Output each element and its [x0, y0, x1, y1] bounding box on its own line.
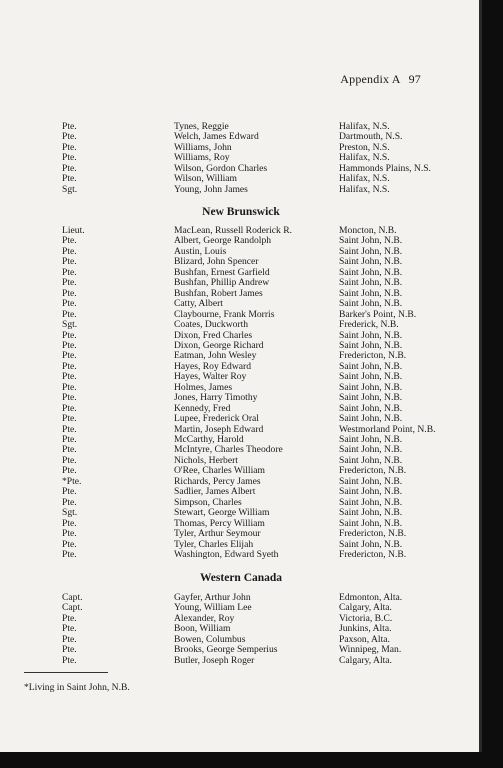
name-cell: Martin, Joseph Edward [174, 423, 264, 435]
rank-cell: Sgt. [62, 507, 78, 519]
rank-cell: Pte. [62, 434, 77, 445]
rank-cell: Pte. [62, 371, 77, 383]
rank-cell: Pte. [62, 173, 77, 185]
name-cell: Albert, George Randolph [174, 235, 272, 247]
name-cell: Claybourne, Frank Morris [174, 308, 275, 320]
page-number: 97 [408, 72, 421, 86]
rank-cell: Pte. [62, 612, 77, 624]
name-cell: Bushfan, Robert James [174, 287, 263, 299]
rank-cell: Pte. [62, 654, 77, 666]
hometown-cell: Saint John, N.B. [339, 392, 403, 404]
name-cell: Young, William Lee [174, 602, 252, 614]
list-item [0, 550, 482, 561]
hometown-cell: Halifax, N.S. [339, 152, 390, 164]
rank-cell: Pte. [62, 308, 77, 320]
hometown-cell: Calgary, Alta. [339, 602, 392, 614]
name-cell: Wilson, Gordon Charles [174, 162, 268, 174]
rank-cell: Pte. [62, 277, 77, 289]
rank-cell: Pte. [62, 121, 77, 132]
hometown-cell: Halifax, N.S. [339, 121, 390, 132]
list-item [0, 656, 482, 667]
name-cell: Wilson, William [174, 173, 238, 185]
name-cell: Coates, Duckworth [174, 319, 249, 331]
rank-cell: Pte. [62, 548, 77, 560]
hometown-cell: Saint John, N.B. [339, 496, 403, 508]
hometown-cell: Fredericton, N.B. [339, 548, 407, 560]
rank-cell: Pte. [62, 162, 77, 174]
name-cell: Jones, Harry Timothy [174, 392, 258, 404]
hometown-cell: Saint John, N.B. [339, 538, 403, 550]
hometown-cell: Saint John, N.B. [339, 256, 403, 268]
hometown-cell: Saint John, N.B. [339, 245, 403, 257]
appendix-label: Appendix A [340, 72, 401, 86]
hometown-cell: Saint John, N.B. [339, 402, 403, 414]
hometown-cell: Saint John, N.B. [339, 360, 403, 372]
hometown-cell: Fredericton, N.B. [339, 465, 407, 477]
hometown-cell: Saint John, N.B. [339, 475, 403, 487]
rank-cell: Pte. [62, 644, 77, 656]
section-heading: New Brunswick [202, 206, 280, 218]
hometown-cell: Saint John, N.B. [339, 381, 403, 393]
hometown-cell: Saint John, N.B. [339, 266, 403, 278]
name-cell: Tynes, Reggie [174, 121, 229, 132]
name-cell: Richards, Percy James [174, 475, 261, 487]
rank-cell: Pte. [62, 152, 77, 164]
hometown-cell: Victoria, B.C. [339, 612, 393, 624]
name-cell: McCarthy, Harold [174, 434, 244, 445]
hometown-cell: Dartmouth, N.S. [339, 131, 403, 143]
name-cell: Hayes, Walter Roy [174, 371, 247, 383]
name-cell: Butler, Joseph Roger [174, 654, 255, 666]
hometown-cell: Saint John, N.B. [339, 517, 403, 529]
rank-cell: Capt. [62, 602, 83, 614]
name-cell: Bowen, Columbus [174, 633, 246, 645]
name-cell: Nichols, Herbert [174, 454, 238, 466]
name-cell: Brooks, George Semperius [174, 644, 278, 656]
name-cell: MacLean, Russell Roderick R. [174, 225, 293, 236]
list-item [0, 185, 482, 196]
name-cell: Thomas, Percy William [174, 517, 265, 529]
rank-cell: Sgt. [62, 319, 78, 331]
hometown-cell: Hammonds Plains, N.S. [339, 162, 431, 174]
rank-cell: Pte. [62, 454, 77, 466]
rank-cell: Pte. [62, 131, 77, 143]
rank-cell: Pte. [62, 350, 77, 362]
rank-cell: Pte. [62, 423, 77, 435]
rank-cell: Pte. [62, 329, 77, 341]
name-cell: Dixon, Fred Charles [174, 329, 253, 341]
hometown-cell: Preston, N.S. [339, 141, 390, 153]
name-cell: Welch, James Edward [174, 131, 259, 143]
hometown-cell: Saint John, N.B. [339, 329, 403, 341]
rank-cell: Pte. [62, 486, 77, 498]
hometown-cell: Westmorland Point, N.B. [339, 423, 436, 435]
name-cell: O'Ree, Charles William [174, 465, 265, 477]
hometown-cell: Halifax, N.S. [339, 183, 390, 195]
rank-cell: Pte. [62, 298, 77, 310]
rank-cell: Pte. [62, 538, 77, 550]
footnote-rule [24, 672, 108, 673]
rank-cell: Pte. [62, 235, 77, 247]
rank-cell: Pte. [62, 256, 77, 268]
name-cell: Dixon, George Richard [174, 339, 264, 351]
rank-cell: Pte. [62, 528, 77, 540]
rank-cell: Pte. [62, 266, 77, 278]
name-cell: Young, John James [174, 183, 248, 195]
hometown-cell: Saint John, N.B. [339, 486, 403, 498]
rank-cell: Pte. [62, 633, 77, 645]
name-cell: Kennedy, Fred [174, 402, 231, 414]
hometown-cell: Saint John, N.B. [339, 444, 403, 456]
footnote: *Living in Saint John, N.B. [24, 682, 130, 693]
name-cell: Catty, Albert [174, 298, 223, 310]
hometown-cell: Fredericton, N.B. [339, 350, 407, 362]
name-cell: Williams, John [174, 141, 232, 153]
hometown-cell: Saint John, N.B. [339, 287, 403, 299]
name-cell: Bushfan, Ernest Garfield [174, 266, 270, 278]
hometown-cell: Saint John, N.B. [339, 235, 403, 247]
rank-cell: Pte. [62, 517, 77, 529]
name-cell: Williams, Roy [174, 152, 230, 164]
rank-cell: Pte. [62, 245, 77, 257]
hometown-cell: Saint John, N.B. [339, 298, 403, 310]
rank-cell: Sgt. [62, 183, 78, 195]
name-cell: Stewart, George William [174, 507, 270, 519]
hometown-cell: Saint John, N.B. [339, 339, 403, 351]
hometown-cell: Calgary, Alta. [339, 654, 392, 666]
name-cell: Tyler, Charles Elijah [174, 538, 254, 550]
hometown-cell: Paxson, Alta. [339, 633, 390, 645]
rank-cell: Pte. [62, 444, 77, 456]
section-heading: Western Canada [199, 572, 283, 584]
hometown-cell: Saint John, N.B. [339, 507, 403, 519]
rank-cell: Pte. [62, 465, 77, 477]
hometown-cell: Barker's Point, N.B. [339, 308, 417, 320]
name-cell: Austin, Louis [174, 245, 227, 257]
name-cell: Blizard, John Spencer [174, 256, 259, 268]
name-cell: McIntyre, Charles Theodore [174, 444, 283, 456]
hometown-cell: Frederick, N.B. [339, 319, 399, 331]
list-item [0, 529, 482, 540]
hometown-cell: Halifax, N.S. [339, 173, 390, 185]
rank-cell: Pte. [62, 381, 77, 393]
name-cell: Sadlier, James Albert [174, 486, 256, 498]
rank-cell: Pte. [62, 360, 77, 372]
hometown-cell: Moncton, N.B. [339, 225, 397, 236]
hometown-cell: Edmonton, Alta. [339, 592, 403, 603]
rank-cell: Pte. [62, 402, 77, 414]
rank-cell: Pte. [62, 141, 77, 153]
rank-cell: *Pte. [62, 475, 82, 487]
hometown-cell: Winnipeg, Man. [339, 644, 402, 656]
name-cell: Tyler, Arthur Seymour [174, 528, 261, 540]
rank-cell: Pte. [62, 392, 77, 404]
hometown-cell: Saint John, N.B. [339, 277, 403, 289]
name-cell: Simpson, Charles [174, 496, 242, 508]
rank-cell: Pte. [62, 339, 77, 351]
list-item [0, 320, 482, 331]
name-cell: Lupee, Frederick Oral [174, 413, 259, 425]
rank-cell: Pte. [62, 623, 77, 635]
rank-cell: Pte. [62, 496, 77, 508]
name-cell: Hayes, Roy Edward [174, 360, 251, 372]
rank-cell: Pte. [62, 287, 77, 299]
hometown-cell: Saint John, N.B. [339, 413, 403, 425]
hometown-cell: Saint John, N.B. [339, 371, 403, 383]
name-cell: Bushfan, Phillip Andrew [174, 277, 270, 289]
name-cell: Eatman, John Wesley [174, 350, 257, 362]
hometown-cell: Saint John, N.B. [339, 454, 403, 466]
rank-cell: Capt. [62, 592, 83, 603]
rank-cell: Pte. [62, 413, 77, 425]
name-cell: Boon, William [174, 623, 231, 635]
name-cell: Alexander, Roy [174, 612, 235, 624]
hometown-cell: Fredericton, N.B. [339, 528, 407, 540]
name-cell: Holmes, James [174, 381, 233, 393]
name-cell: Gayfer, Arthur John [174, 592, 251, 603]
name-cell: Washington, Edward Syeth [174, 548, 279, 560]
running-header [340, 72, 421, 87]
hometown-cell: Junkins, Alta. [339, 623, 392, 635]
hometown-cell: Saint John, N.B. [339, 434, 403, 445]
rank-cell: Lieut. [62, 225, 85, 236]
